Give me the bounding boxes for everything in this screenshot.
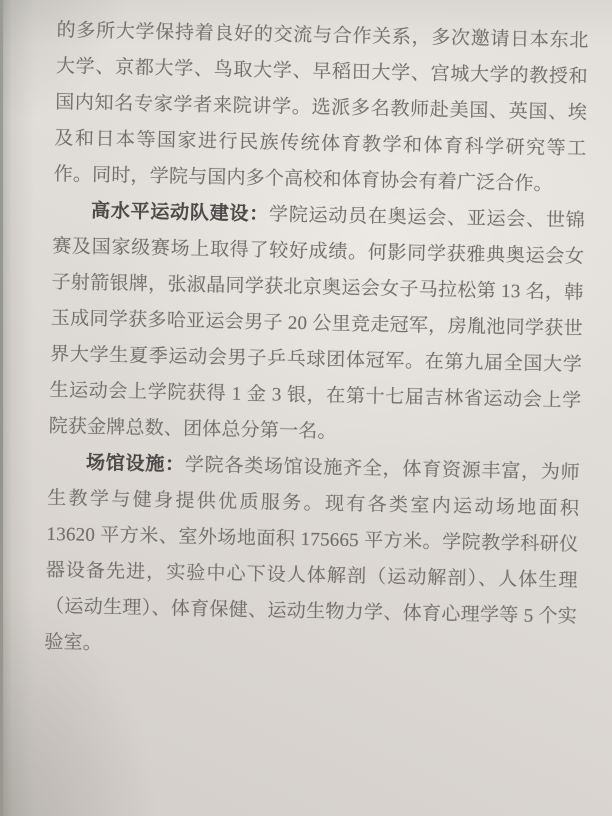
paragraph-body: 的多所大学保持着良好的交流与合作关系，多次邀请日本东北大学、京都大学、鸟取大学、早稻田大学、宫城大学的教授和国内知名专家学者来院讲学。选派多名教师赴美国、英国、埃及和日本等国家进行民族传统体育教学和体育科学研究等工作。同时，学院与国内多个高校和体育协会有着广泛合作。	[53, 19, 589, 195]
paragraph-body: 学院运动员在奥运会、亚运会、世锦赛及国家级赛场上取得了较好成绩。何影同学获雅典奥运会女子射箭银牌，张淑晶同学获北京奥运会女子马拉松第 13 名，韩玉成同学获多哈亚运会男子 20 公里竞走冠军，房胤池同学获世界大学生夏季运动会男子乒乓球团体冠军。在第九届全国大学生运动会上学院获得 1 金 3 银，在第十七届吉林省运动会上学院获金牌总数、团体总分第一名。	[48, 204, 586, 443]
paragraph	[53, 13, 589, 204]
paragraph-heading: 高水平运动队建设：	[90, 200, 270, 226]
paragraph-body: 学院各类场馆设施齐全，体育资源丰富，为师生教学与健身提供优质服务。现有各类室内运动场地面积 13620 平方米、室外场地面积 175665 平方米。学院教学科研仪器设备先进，实验中心下设人体解剖（运动解剖）、人体生理（运动生理）、体育保健、运动生物力学、体育心理学等 5 个实验室。	[44, 454, 581, 655]
paragraph-heading: 场馆设施：	[85, 452, 186, 476]
paragraph	[48, 193, 585, 456]
paper-left-edge-shadow	[0, 0, 3, 816]
paragraph	[44, 445, 580, 672]
page-text-block	[44, 13, 589, 672]
